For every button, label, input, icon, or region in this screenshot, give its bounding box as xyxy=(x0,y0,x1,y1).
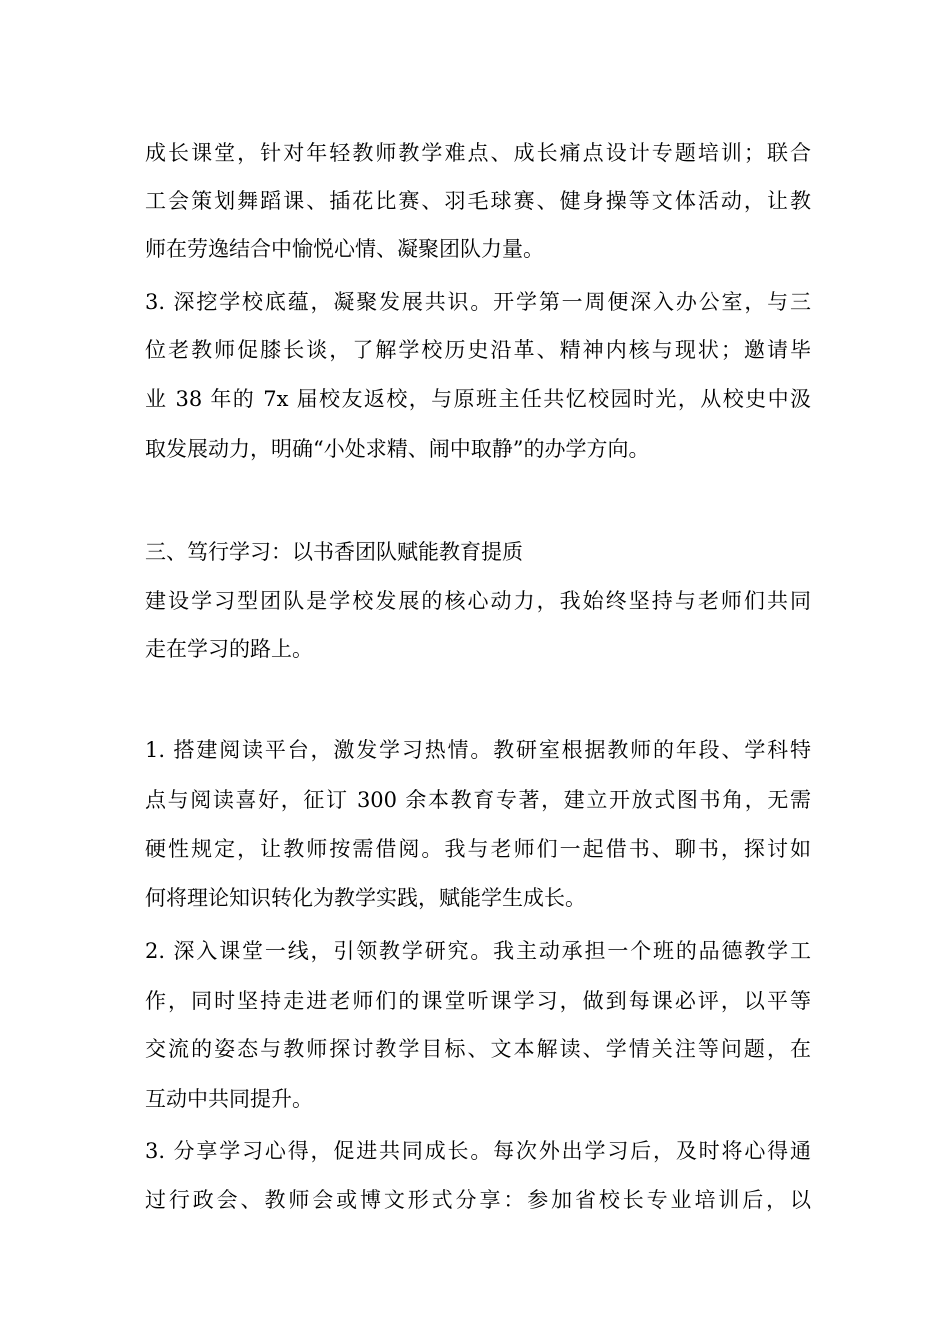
body-text-line: 建设学习型团队是学校发展的核心动力，我始终坚持与老师们共同 xyxy=(145,589,811,613)
body-text-line: 硬性规定，让教师按需借阅。我与老师们一起借书、聊书，探讨如 xyxy=(145,837,811,861)
body-text-line: 何将理论知识转化为教学实践，赋能学生成长。 xyxy=(145,886,586,910)
body-text-line: 业 38 年的 7x 届校友返校，与原班主任共忆校园时光，从校史中汲 xyxy=(145,387,811,411)
body-text-line: 成长课堂，针对年轻教师教学难点、成长痛点设计专题培训；联合 xyxy=(145,141,811,165)
body-text-line: 取发展动力，明确“小处求精、闹中取静”的办学方向。 xyxy=(145,437,650,461)
body-text-line: 位老教师促膝长谈，了解学校历史沿革、精神内核与现状；邀请毕 xyxy=(145,338,811,362)
body-text-line: 过行政会、教师会或博文形式分享：参加省校长专业培训后，以 xyxy=(145,1188,811,1212)
section-heading: 三、笃行学习：以书香团队赋能教育提质 xyxy=(145,540,523,564)
body-text-line: 作，同时坚持走进老师们的课堂听课学习，做到每课必评，以平等 xyxy=(145,989,811,1013)
list-item-line: 3. 分享学习心得，促进共同成长。每次外出学习后，及时将心得通 xyxy=(145,1139,811,1163)
list-item-line: 1. 搭建阅读平台，激发学习热情。教研室根据教师的年段、学科特 xyxy=(145,738,811,762)
body-text-line: 互动中共同提升。 xyxy=(145,1087,313,1111)
body-text-line: 工会策划舞蹈课、插花比赛、羽毛球赛、健身操等文体活动，让教 xyxy=(145,189,811,213)
body-text-line: 师在劳逸结合中愉悦心情、凝聚团队力量。 xyxy=(145,237,544,261)
body-text-line: 点与阅读喜好，征订 300 余本教育专著，建立开放式图书角，无需 xyxy=(145,788,811,812)
list-item-line: 3. 深挖学校底蕴，凝聚发展共识。开学第一周便深入办公室，与三 xyxy=(145,290,811,314)
list-item-line: 2. 深入课堂一线，引领教学研究。我主动承担一个班的品德教学工 xyxy=(145,939,811,963)
body-text-line: 走在学习的路上。 xyxy=(145,637,313,661)
body-text-line: 交流的姿态与教师探讨教学目标、文本解读、学情关注等问题，在 xyxy=(145,1037,811,1061)
